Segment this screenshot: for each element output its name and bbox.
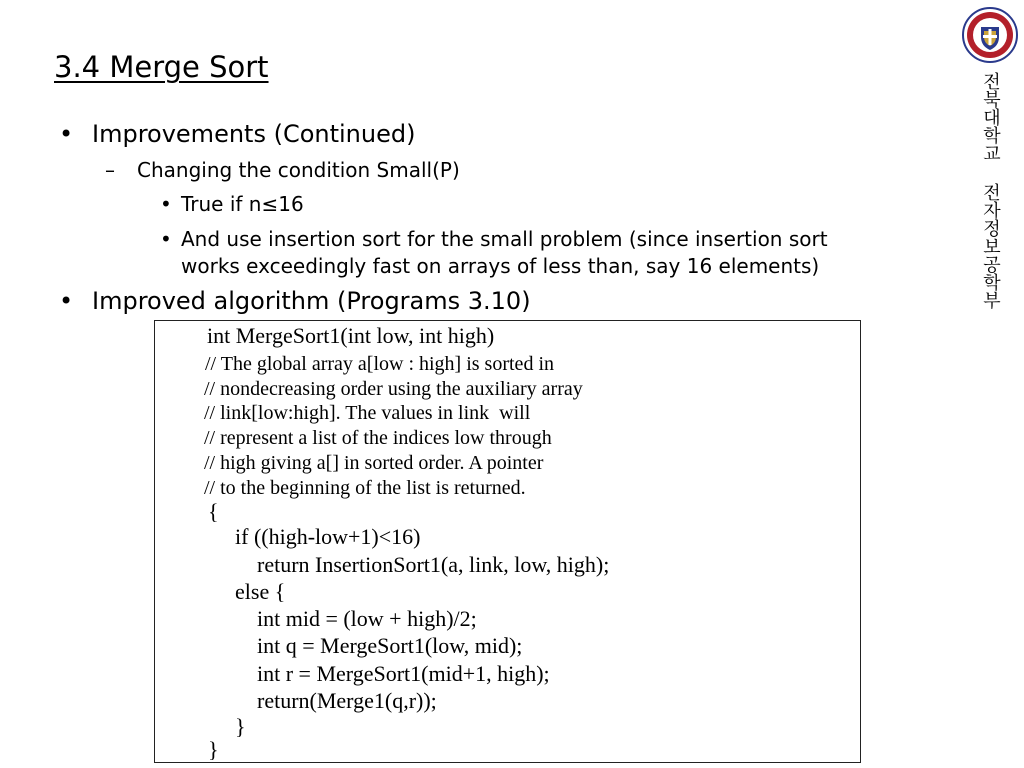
bullet-text: Improvements (Continued)	[92, 120, 416, 148]
code-line: int r = MergeSort1(mid+1, high);	[257, 661, 550, 686]
code-line: // high giving a[] in sorted order. A pointer	[204, 452, 544, 474]
slide-title: 3.4 Merge Sort	[54, 50, 269, 84]
code-line: // link[low:high]. The values in link will	[204, 402, 531, 424]
code-line: int MergeSort1(int low, int high)	[207, 323, 495, 348]
bullet-marker: –	[105, 158, 115, 182]
code-line: int q = MergeSort1(low, mid);	[257, 633, 523, 658]
code-line: }	[208, 737, 219, 762]
bullet-marker: •	[59, 120, 74, 148]
bullet-insertion-sort	[160, 226, 828, 280]
code-line: {	[208, 499, 219, 524]
code-line: // represent a list of the indices low through	[204, 427, 552, 449]
code-line: return(Merge1(q,r));	[257, 688, 437, 713]
bullet-text: True if n≤16	[181, 192, 304, 216]
bullet-marker: •	[160, 227, 172, 251]
code-line: // The global array a[low : high] is sorted in	[205, 353, 554, 375]
bullet-text-line1: And use insertion sort for the small problem (since insertion sort	[181, 227, 828, 251]
code-line: return InsertionSort1(a, link, low, high);	[257, 552, 610, 577]
bullet-improved-algorithm	[59, 287, 531, 315]
code-line: // nondecreasing order using the auxiliary array	[204, 378, 583, 400]
code-line: if ((high-low+1)<16)	[235, 524, 421, 549]
university-seal-icon	[962, 7, 1018, 63]
department-label: 전북대학교 전자정보공학부	[980, 72, 1001, 309]
bullet-marker: •	[160, 192, 172, 216]
code-line: }	[235, 714, 246, 739]
bullet-text-line2: works exceedingly fast on arrays of less than, say 16 elements)	[181, 254, 820, 278]
bullet-text: Changing the condition Small(P)	[137, 158, 460, 182]
bullet-true-if	[160, 191, 304, 218]
code-line: int mid = (low + high)/2;	[257, 606, 477, 631]
bullet-improvements	[59, 120, 416, 148]
code-line: // to the beginning of the list is returned.	[204, 477, 526, 499]
code-line: else {	[235, 579, 286, 604]
bullet-text: Improved algorithm (Programs 3.10)	[92, 287, 531, 315]
bullet-marker: •	[59, 287, 74, 315]
bullet-changing-condition	[105, 158, 460, 182]
code-listing-box	[154, 320, 861, 763]
